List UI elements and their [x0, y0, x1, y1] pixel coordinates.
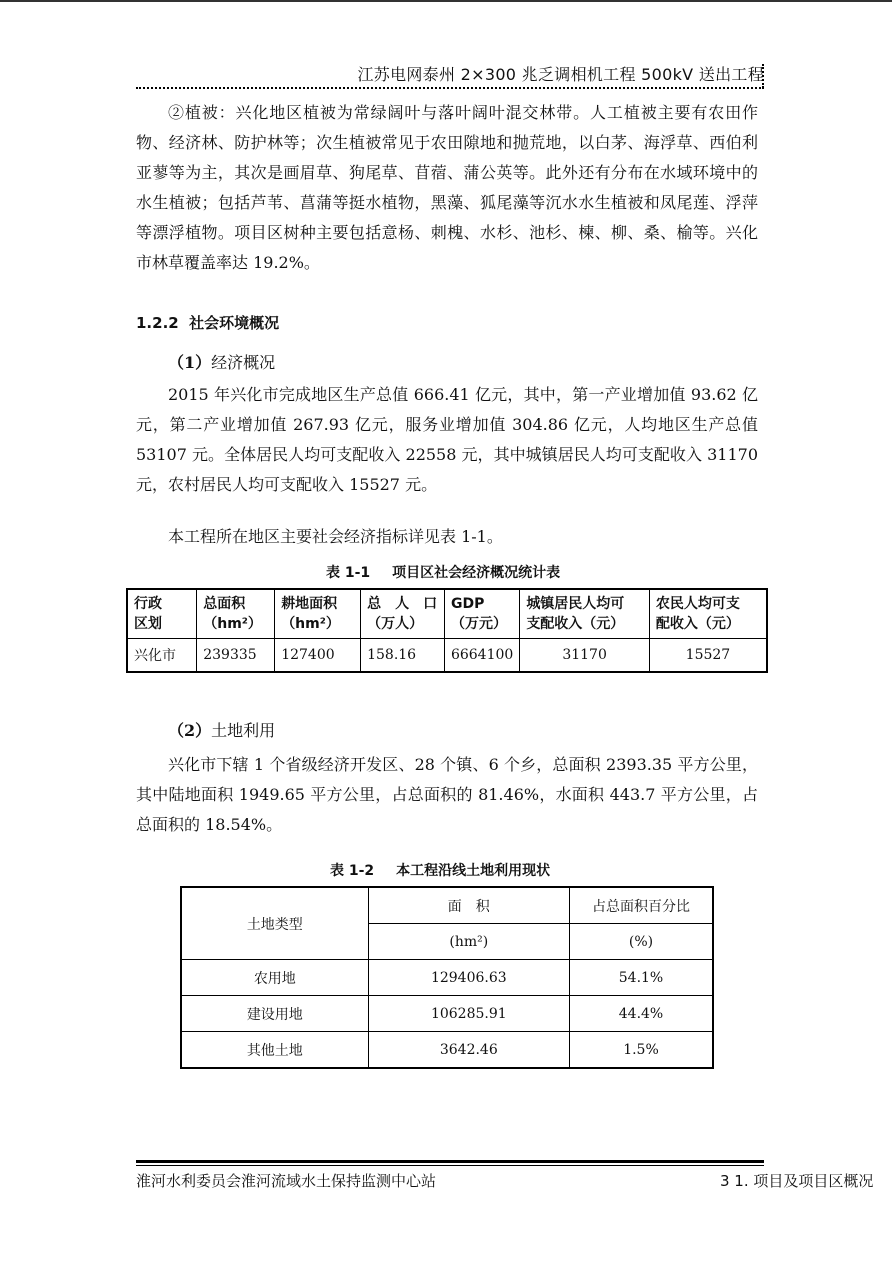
- header-cell-area: 面 积: [368, 887, 569, 924]
- footer-page-chapter: 3 1. 项目及项目区概况: [720, 1172, 874, 1190]
- footer-rule-thick: [136, 1160, 764, 1163]
- header-cell-percentage: 占总面积百分比: [569, 887, 713, 924]
- table-header-row: [127, 589, 767, 639]
- header-cell: GDP （万元）: [444, 589, 519, 639]
- land-use-paragraph: 兴化市下辖 1 个省级经济开发区、28 个镇、6 个乡，总面积 2393.35 平方公里，其中陆地面积 1949.65 平方公里，占总面积的 81.46%，水面积 443.7 平方公里，占总面积的 18.54%。: [136, 755, 758, 834]
- economy-paragraph: 2015 年兴化市完成地区生产总值 666.41 亿元，其中，第一产业增加值 93.62 亿元，第二产业增加值 267.93 亿元，服务业增加值 304.86 亿元，人均地区生产总值 53107 元。全体居民人均可支配收入 22558 元，其中城镇居民人均可支配收入 31170 元，农村居民人均可支配收入 15527 元。: [136, 385, 758, 494]
- table2-caption-number: 表 1-2: [330, 863, 375, 879]
- table-cell: 1.5%: [569, 1032, 713, 1069]
- header-dotted-rule: [136, 87, 764, 89]
- header-cell-area-unit: (hm²): [368, 924, 569, 960]
- header-dotted-bar: [762, 64, 764, 88]
- table-cell: 239335: [197, 639, 275, 673]
- table-row: [127, 639, 767, 673]
- header-cell: 总 人 口 （万人）: [361, 589, 445, 639]
- table1-caption-number: 表 1-1: [326, 565, 371, 581]
- footer-organization: 淮河水利委员会淮河流域水土保持监测中心站: [136, 1172, 437, 1190]
- subsection-number: （2）: [168, 721, 212, 740]
- table-cell: 158.16: [361, 639, 445, 673]
- table-cell: 15527: [649, 639, 767, 673]
- vegetation-paragraph: ②植被：兴化地区植被为常绿阔叶与落叶阔叶混交林带。人工植被主要有农田作物、经济林、防护林等；次生植被常见于农田隙地和抛荒地，以白茅、海浮草、西伯利亚蓼等为主，其次是画眉草、狗尾草、苜蓿、蒲公英等。此外还有分布在水域环境中的水生植被；包括芦苇、菖蒲等挺水植物，黑藻、狐尾藻等沉水水生植被和凤尾莲、浮萍等漂浮植物。项目区树种主要包括意杨、刺槐、水杉、池杉、楝、柳、桑、榆等。兴化市林草覆盖率达 19.2%。: [136, 103, 758, 272]
- top-border: [0, 0, 892, 2]
- table2-caption-title: 本工程沿线土地利用现状: [396, 863, 551, 879]
- header-cell-percentage-unit: (%): [569, 924, 713, 960]
- header-cell: 城镇居民人均可 支配收入（元）: [520, 589, 650, 639]
- section-number: 1.2.2: [136, 314, 179, 332]
- header-cell: 农民人均可支 配收入（元）: [649, 589, 767, 639]
- header-cell: 总面积 （hm²）: [197, 589, 275, 639]
- section-heading: [136, 312, 279, 333]
- table1-caption: [326, 562, 560, 582]
- table-cell: 31170: [520, 639, 650, 673]
- subsection-economy: [168, 350, 275, 373]
- table-cell: 129406.63: [368, 960, 569, 996]
- table-cell: 3642.46: [368, 1032, 569, 1069]
- table-cell: 106285.91: [368, 996, 569, 1032]
- header-cell: 行政 区划: [127, 589, 197, 639]
- table-cell: 兴化市: [127, 639, 197, 673]
- table-cell: 44.4%: [569, 996, 713, 1032]
- section-title: 社会环境概况: [189, 314, 280, 332]
- header-cell: 耕地面积 （hm²）: [275, 589, 361, 639]
- table-cell: 54.1%: [569, 960, 713, 996]
- land-use-table: [180, 886, 714, 1069]
- socioeconomic-table: [126, 588, 768, 673]
- table2-caption: [330, 860, 550, 880]
- table-header-row: [181, 887, 713, 924]
- table-cell: 127400: [275, 639, 361, 673]
- running-header: 江苏电网泰州 2×300 兆乏调相机工程 500kV 送出工程: [357, 65, 764, 84]
- subsection-title: 土地利用: [211, 721, 276, 740]
- table-row: [181, 1032, 713, 1069]
- header-cell-land-type: 土地类型: [181, 887, 368, 960]
- subsection-title: 经济概况: [211, 353, 276, 372]
- table-row: [181, 960, 713, 996]
- footer-rule-thin: [136, 1165, 764, 1166]
- table-cell: 6664100: [444, 639, 519, 673]
- table-reference-paragraph: 本工程所在地区主要社会经济指标详见表 1-1。: [168, 527, 503, 546]
- table-cell: 农用地: [181, 960, 368, 996]
- subsection-number: （1）: [168, 353, 212, 372]
- table-cell: 其他土地: [181, 1032, 368, 1069]
- subsection-land: [168, 718, 275, 741]
- table-cell: 建设用地: [181, 996, 368, 1032]
- table1-caption-title: 项目区社会经济概况统计表: [392, 565, 561, 581]
- table-row: [181, 996, 713, 1032]
